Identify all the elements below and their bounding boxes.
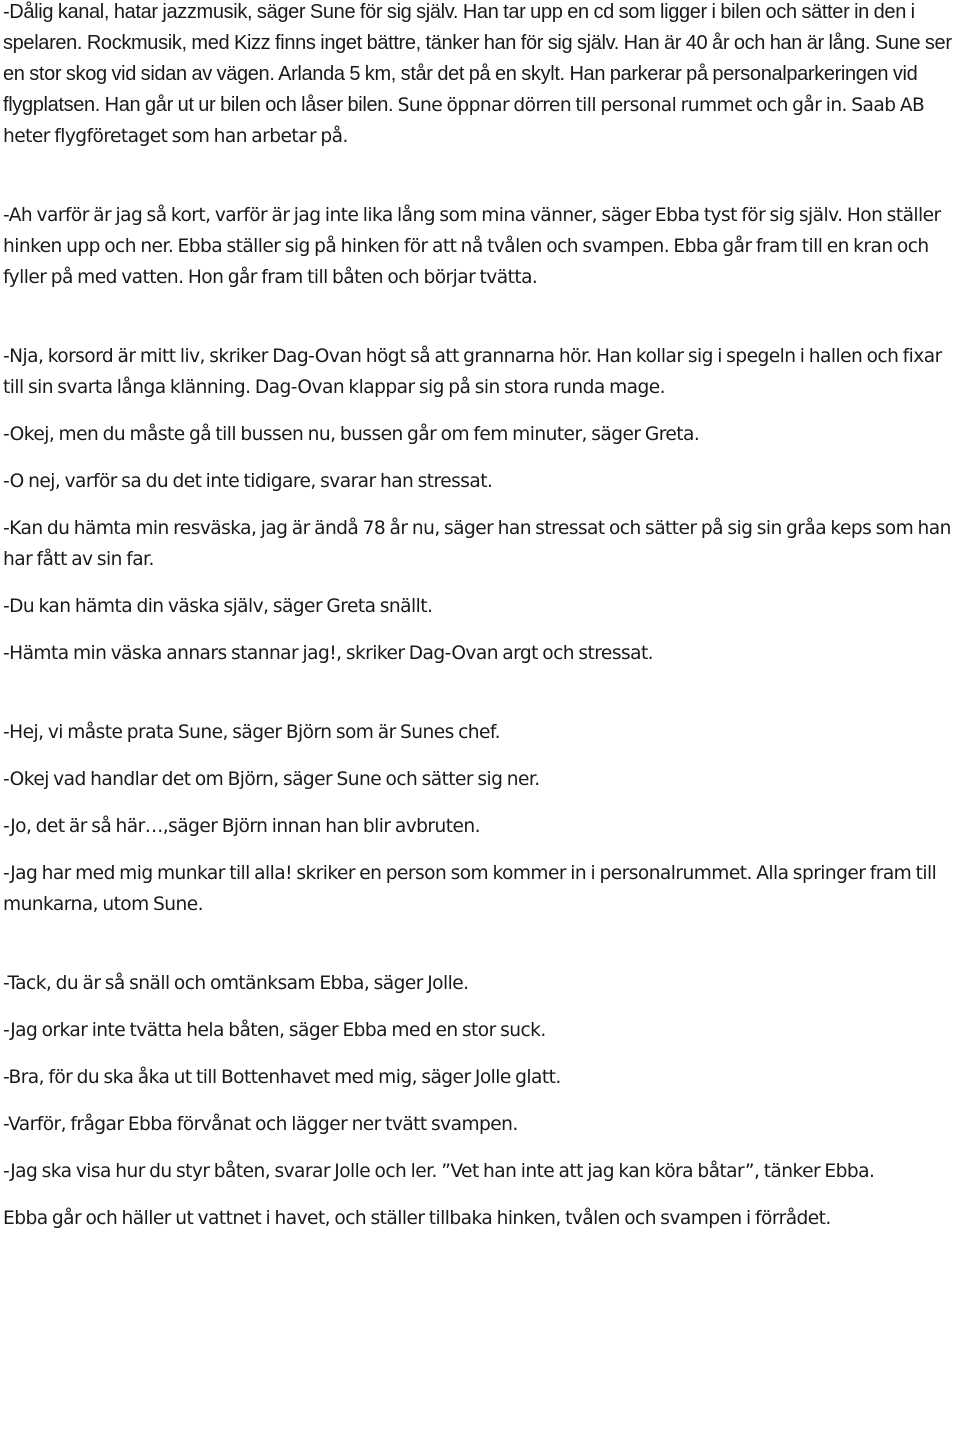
paragraph-greta-bus: -Okej, men du måste gå till bussen nu, bussen går om fem minuter, säger Greta. [3, 424, 700, 445]
section-gap [3, 293, 957, 341]
paragraph-sune-sits: -Okej vad handlar det om Björn, säger Sune och sätter sig ner. [3, 769, 540, 790]
paragraph-bjorn-talk: -Hej, vi måste prata Sune, säger Björn som är Sunes chef. [3, 722, 500, 743]
paragraph-bottenhavet: -Bra, för du ska åka ut till Bottenhavet med mig, säger Jolle glatt. [3, 1067, 561, 1088]
paragraph-donuts: -Jag har med mig munkar till alla! skriker en person som kommer in i personalrummet. Alla springer fram till munkarna, utom Sune. [3, 863, 937, 915]
paragraph-steer-boat: -Jag ska visa hur du styr båten, svarar Jolle och ler. ”Vet han inte att jag kan köra båtar”, tänker Ebba. [3, 1161, 875, 1182]
paragraph-ebba-why: -Varför, frågar Ebba förvånat och lägger ner tvätt svampen. [3, 1114, 518, 1135]
paragraph-sune-drive-rest: Sune öppnar dörren till personal rummet och går in. Saab AB heter flygföretaget som han arbetar på. [3, 95, 925, 147]
paragraph-suitcase: -Kan du hämta min resväska, jag är ändå 78 år nu, säger han stressat och sätter på sig sin gråa keps som han har fått av sin far. [3, 518, 951, 570]
paragraph-ebba-tired: -Jag orkar inte tvätta hela båten, säger Ebba med en stor suck. [3, 1020, 546, 1041]
paragraph-dag-ovan-crossword: -Nja, korsord är mitt liv, skriker Dag-Ovan högt så att grannarna hör. Han kollar sig i spegeln i hallen och fixar till sin svarta långa klänning. Dag-Ovan klappar sig på sin stora runda mage. [3, 346, 942, 398]
section-gap [3, 152, 957, 200]
document-page [3, 0, 957, 1234]
paragraph-sune-drive-intro: -Dålig kanal, hatar jazzmusik, säger Sune för sig själv. Han tar upp en cd som ligger i bilen och sätter in den i spelaren. Rockmusik, med Kizz finns inget bättre, tänker han för sig själv. Han är 40 år och han är lång. Sune ser en stor skog vid sidan av vägen. Arlanda 5 km, står det på en skylt. Han parkerar på personalparkeringen vid flygplatsen. Han går ut ur bilen och låser bilen. [3, 1, 952, 116]
paragraph-greta-kindly: -Du kan hämta din väska själv, säger Greta snällt. [3, 596, 433, 617]
paragraph-ebba-storage: Ebba går och häller ut vattnet i havet, och ställer tillbaka hinken, tvålen och svampen i förrådet. [3, 1208, 831, 1229]
paragraph-sune-drive [3, 0, 957, 152]
section-gap [3, 920, 957, 968]
paragraph-ebba-short: -Ah varför är jag så kort, varför är jag inte lika lång som mina vänner, säger Ebba tyst för sig själv. Hon ställer hinken upp och ner. Ebba ställer sig på hinken för att nå tvålen och svampen. Ebba går fram till en kran och fyller på med vatten. Hon går fram till båten och börjar tvätta. [3, 205, 941, 288]
paragraph-dag-ovan-angry: -Hämta min väska annars stannar jag!, skriker Dag-Ovan argt och stressat. [3, 643, 654, 664]
paragraph-dag-ovan-reply: -O nej, varför sa du det inte tidigare, svarar han stressat. [3, 471, 493, 492]
paragraph-bjorn-interrupted: -Jo, det är så här…,säger Björn innan han blir avbruten. [3, 816, 480, 837]
paragraph-jolle-thanks: -Tack, du är så snäll och omtänksam Ebba, säger Jolle. [3, 973, 469, 994]
section-gap [3, 669, 957, 717]
